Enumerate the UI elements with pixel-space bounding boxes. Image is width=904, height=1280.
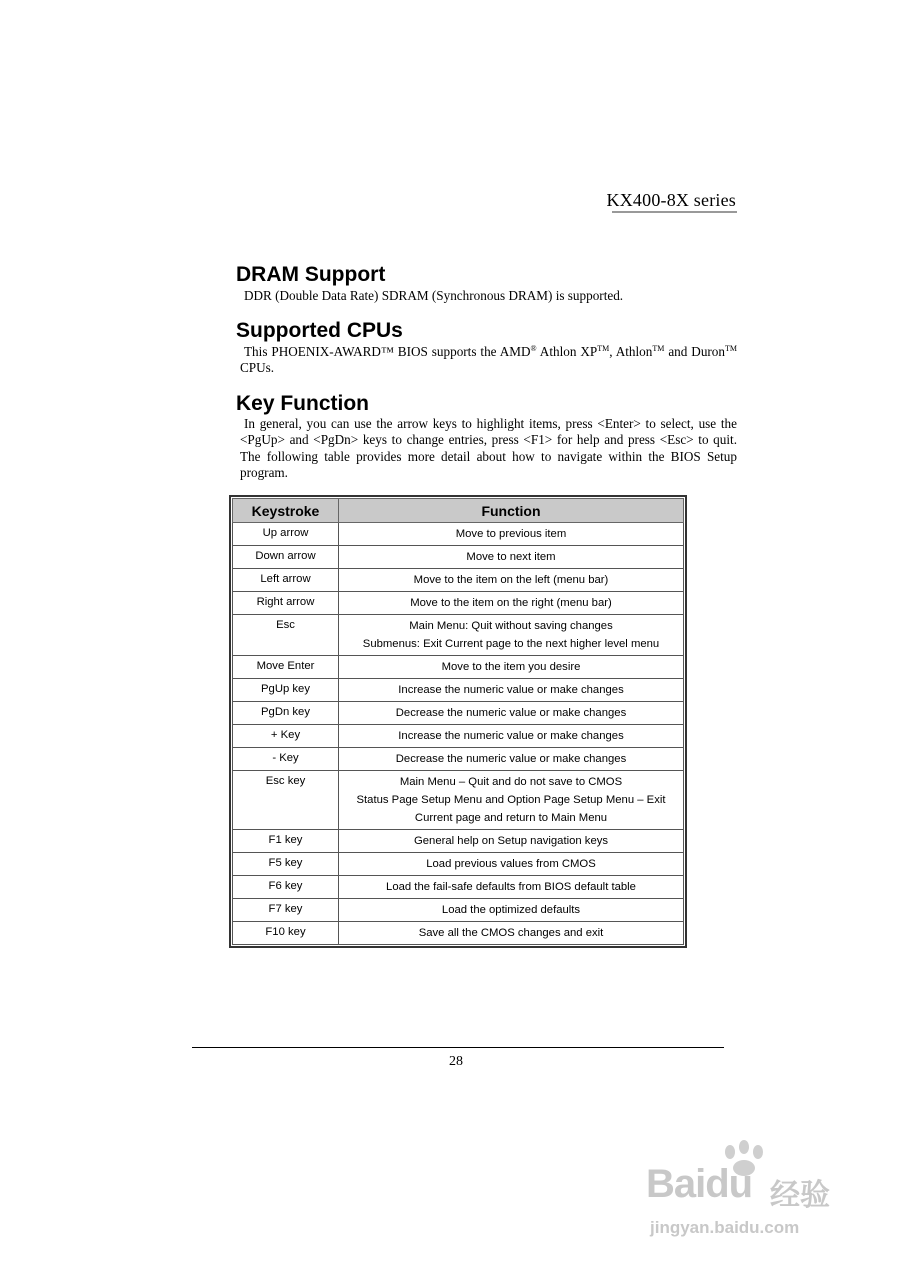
function-line: Submenus: Exit Current page to the next higher level menu xyxy=(362,638,660,650)
function-cell xyxy=(339,830,684,853)
function-cell xyxy=(339,615,684,656)
function-line: Load the fail-safe defaults from BIOS default table xyxy=(386,881,636,893)
table-row xyxy=(233,899,684,922)
function-cell xyxy=(339,771,684,830)
function-cell xyxy=(339,853,684,876)
supported-cpus-heading: Supported CPUs xyxy=(236,319,403,342)
key-function-text: In general, you can use the arrow keys to highlight items, press <Enter> to select, use the <PgUp> and <PgDn> keys to change entries, press <F1> for help and press <Esc> to quit. The following table provides more detail about how to navigate within the BIOS Setup program. xyxy=(240,416,737,480)
table-header-row xyxy=(233,499,684,523)
watermark-cn-text: 经验 xyxy=(770,1179,830,1212)
function-line: Decrease the numeric value or make changes xyxy=(395,707,627,719)
function-line: Status Page Setup Menu and Option Page Setup Menu – Exit xyxy=(356,794,666,806)
function-line: Load previous values from CMOS xyxy=(426,858,596,870)
table-row xyxy=(233,615,684,656)
table-row xyxy=(233,853,684,876)
keystroke-cell: Down arrow xyxy=(233,546,339,569)
function-cell xyxy=(339,679,684,702)
baidu-jingyan-watermark xyxy=(646,1140,846,1240)
function-line: General help on Setup navigation keys xyxy=(413,835,609,847)
watermark-logo-text: Baidu xyxy=(646,1162,753,1206)
function-line: Load the optimized defaults xyxy=(441,904,581,916)
key-function-heading: Key Function xyxy=(236,392,370,415)
table-row xyxy=(233,830,684,853)
dram-support-text: DDR (Double Data Rate) SDRAM (Synchronous DRAM) is supported. xyxy=(244,288,624,303)
footer-rule xyxy=(192,1047,724,1048)
function-line: Current page and return to Main Menu xyxy=(414,812,608,824)
keystroke-cell: F7 key xyxy=(233,899,339,922)
function-line: Move to the item on the right (menu bar) xyxy=(410,597,612,609)
keystroke-cell: F6 key xyxy=(233,876,339,899)
function-cell xyxy=(339,725,684,748)
function-line: Move to the item you desire xyxy=(441,661,581,673)
function-line: Move to next item xyxy=(466,551,556,563)
table-row xyxy=(233,679,684,702)
function-line: Decrease the numeric value or make changes xyxy=(395,753,627,765)
table-row xyxy=(233,702,684,725)
table-row xyxy=(233,546,684,569)
keystroke-cell: F10 key xyxy=(233,922,339,945)
function-cell xyxy=(339,702,684,725)
header-underline xyxy=(612,211,737,213)
function-line: Increase the numeric value or make changes xyxy=(398,730,624,742)
keystroke-cell: - Key xyxy=(233,748,339,771)
keystroke-cell: Esc xyxy=(233,615,339,656)
function-cell xyxy=(339,569,684,592)
document-series-title: KX400-8X series xyxy=(606,190,736,210)
keystroke-cell: Up arrow xyxy=(233,523,339,546)
table-row xyxy=(233,748,684,771)
table-row xyxy=(233,592,684,615)
watermark-url: jingyan.baidu.com xyxy=(650,1218,800,1237)
keystroke-cell: Right arrow xyxy=(233,592,339,615)
function-line: Move to the item on the left (menu bar) xyxy=(413,574,609,586)
function-cell xyxy=(339,546,684,569)
table-row xyxy=(233,569,684,592)
page-number: 28 xyxy=(449,1054,463,1069)
function-line: Move to previous item xyxy=(455,528,567,540)
function-cell xyxy=(339,748,684,771)
keystroke-column-header: Keystroke xyxy=(233,499,339,523)
function-cell xyxy=(339,876,684,899)
function-column-header: Function xyxy=(339,499,684,523)
function-cell xyxy=(339,656,684,679)
keystroke-cell: Move Enter xyxy=(233,656,339,679)
table-row xyxy=(233,771,684,830)
table-row xyxy=(233,523,684,546)
function-cell xyxy=(339,922,684,945)
table-row xyxy=(233,725,684,748)
dram-support-heading: DRAM Support xyxy=(236,263,386,286)
function-line: Main Menu – Quit and do not save to CMOS xyxy=(399,776,623,788)
function-cell xyxy=(339,592,684,615)
function-cell xyxy=(339,899,684,922)
keystroke-cell: Esc key xyxy=(233,771,339,830)
table-row xyxy=(233,876,684,899)
function-line: Main Menu: Quit without saving changes xyxy=(409,620,613,632)
keystroke-cell: PgUp key xyxy=(233,679,339,702)
table-row xyxy=(233,656,684,679)
table-row xyxy=(233,922,684,945)
keystroke-cell: PgDn key xyxy=(233,702,339,725)
function-cell xyxy=(339,523,684,546)
function-line: Increase the numeric value or make changes xyxy=(398,684,624,696)
keystroke-cell: F5 key xyxy=(233,853,339,876)
supported-cpus-text: This PHOENIX-AWARD™ BIOS supports the AMD® Athlon XP™, Athlon™ and Duron™ CPUs. xyxy=(240,344,737,376)
keystroke-cell: F1 key xyxy=(233,830,339,853)
keystroke-cell: Left arrow xyxy=(233,569,339,592)
function-line: Save all the CMOS changes and exit xyxy=(418,927,604,939)
key-function-table xyxy=(229,495,687,948)
keystroke-cell: + Key xyxy=(233,725,339,748)
